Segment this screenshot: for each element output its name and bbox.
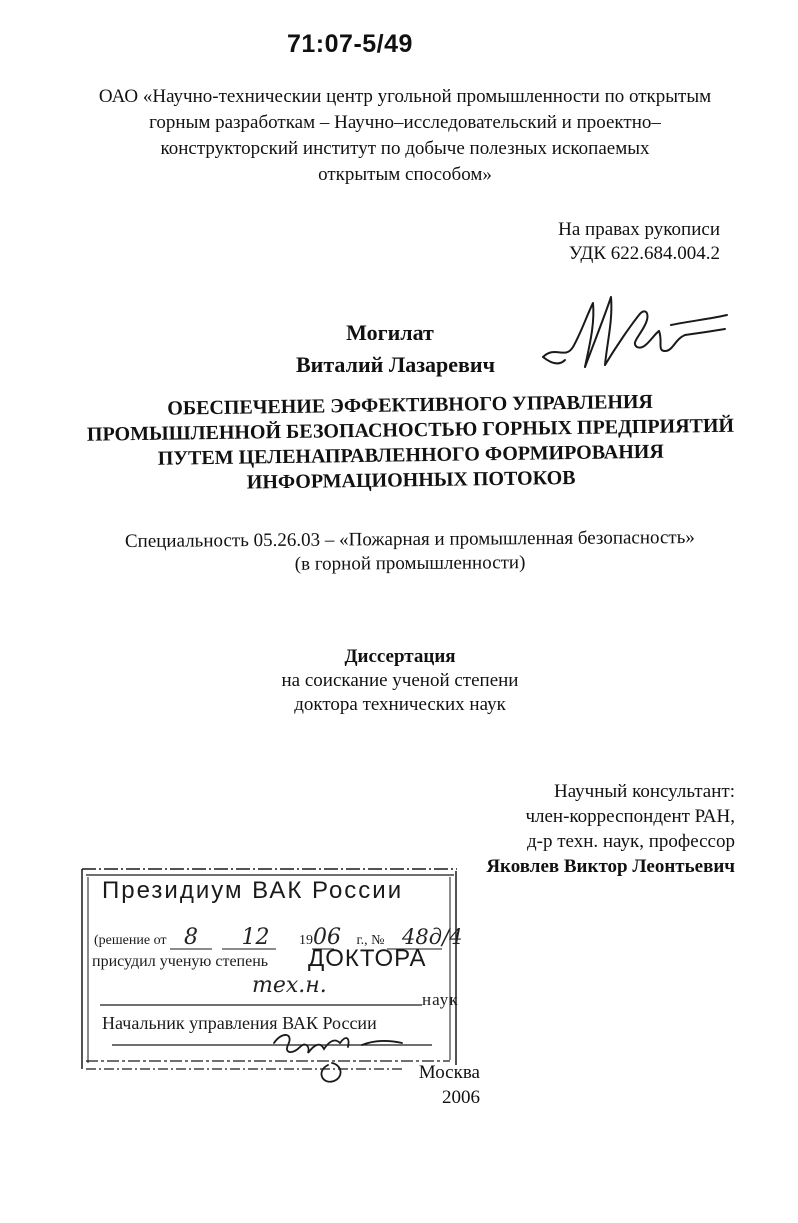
- title-line: ОБЕСПЕЧЕНИЕ ЭФФЕКТИВНОГО УПРАВЛЕНИЯ: [167, 390, 654, 420]
- stamp-field: тех.н.: [252, 973, 327, 998]
- specialty-subline: (в горной промышленности): [294, 552, 526, 575]
- title-line: ИНФОРМАЦИОННЫХ ПОТОКОВ: [246, 466, 576, 494]
- stamp-title: Президиум ВАК России: [102, 877, 404, 904]
- stamp-decision-prefix: (решение от: [94, 933, 167, 948]
- organization-line: открытым способом»: [318, 164, 492, 185]
- stamp-decision-year-prefix: 19: [299, 933, 314, 948]
- stamp-awarded-degree: ДОКТОРА: [308, 945, 427, 972]
- consultant-name: Яковлев Виктор Леонтьевич: [486, 856, 735, 877]
- author-signature: [535, 285, 735, 375]
- organization-block: [60, 84, 750, 188]
- stamp-decision-year: 06: [313, 925, 342, 950]
- title-line: ПУТЕМ ЦЕЛЕНАПРАВЛЕННОГО ФОРМИРОВАНИЯ: [157, 440, 665, 470]
- organization-line: горным разработкам – Научно–исследовательский и проектно–: [149, 112, 661, 133]
- udc-code: УДК 622.684.004.2: [568, 243, 720, 264]
- archive-code: 71:07-5/49: [287, 30, 413, 58]
- organization-line: конструкторский институт по добыче полезных ископаемых: [160, 138, 650, 159]
- degree-block: [220, 645, 580, 717]
- city-year-block: [380, 1060, 480, 1110]
- consultant-block: [430, 779, 735, 879]
- consultant-position: член-корреспондент РАН,: [525, 806, 735, 827]
- author-name: Виталий Лазаревич: [296, 352, 496, 377]
- organization-line: ОАО «Научно-техническии центр угольной промышленности по открытым: [98, 86, 712, 107]
- dissertation-title: [70, 389, 751, 498]
- rights-block: [530, 218, 720, 266]
- consultant-label: Научный консультант:: [553, 781, 735, 802]
- author-surname: Могилат: [346, 320, 434, 345]
- degree-line: на соискание ученой степени: [281, 670, 519, 691]
- year: 2006: [442, 1087, 480, 1108]
- manuscript-rights: На правах рукописи: [558, 219, 720, 240]
- title-line: ПРОМЫШЛЕННОЙ БЕЗОПАСНОСТЬЮ ГОРНЫХ ПРЕДПРИЯТИЙ: [86, 414, 735, 446]
- vak-stamp: [72, 865, 464, 1073]
- stamp-decision-month: 12: [241, 925, 270, 950]
- dissertation-label: Диссертация: [344, 646, 456, 667]
- stamp-decision-number-label: г., №: [356, 933, 385, 948]
- stamp-decision-number: 48д/4: [402, 925, 463, 949]
- consultant-degree: д-р техн. наук, профессор: [526, 831, 735, 852]
- specialty-line: Специальность 05.26.03 – «Пожарная и промышленная безопасность»: [124, 527, 695, 552]
- degree-line: доктора технических наук: [294, 694, 506, 715]
- specialty-block: [100, 526, 720, 578]
- stamp-head-title: Начальник управления ВАК России: [102, 1013, 377, 1033]
- city: Москва: [418, 1062, 480, 1083]
- stamp-decision-day: 8: [184, 925, 199, 950]
- stamp-awarded-text: присудил ученую степень: [92, 953, 269, 970]
- stamp-field-suffix: наук: [422, 990, 459, 1009]
